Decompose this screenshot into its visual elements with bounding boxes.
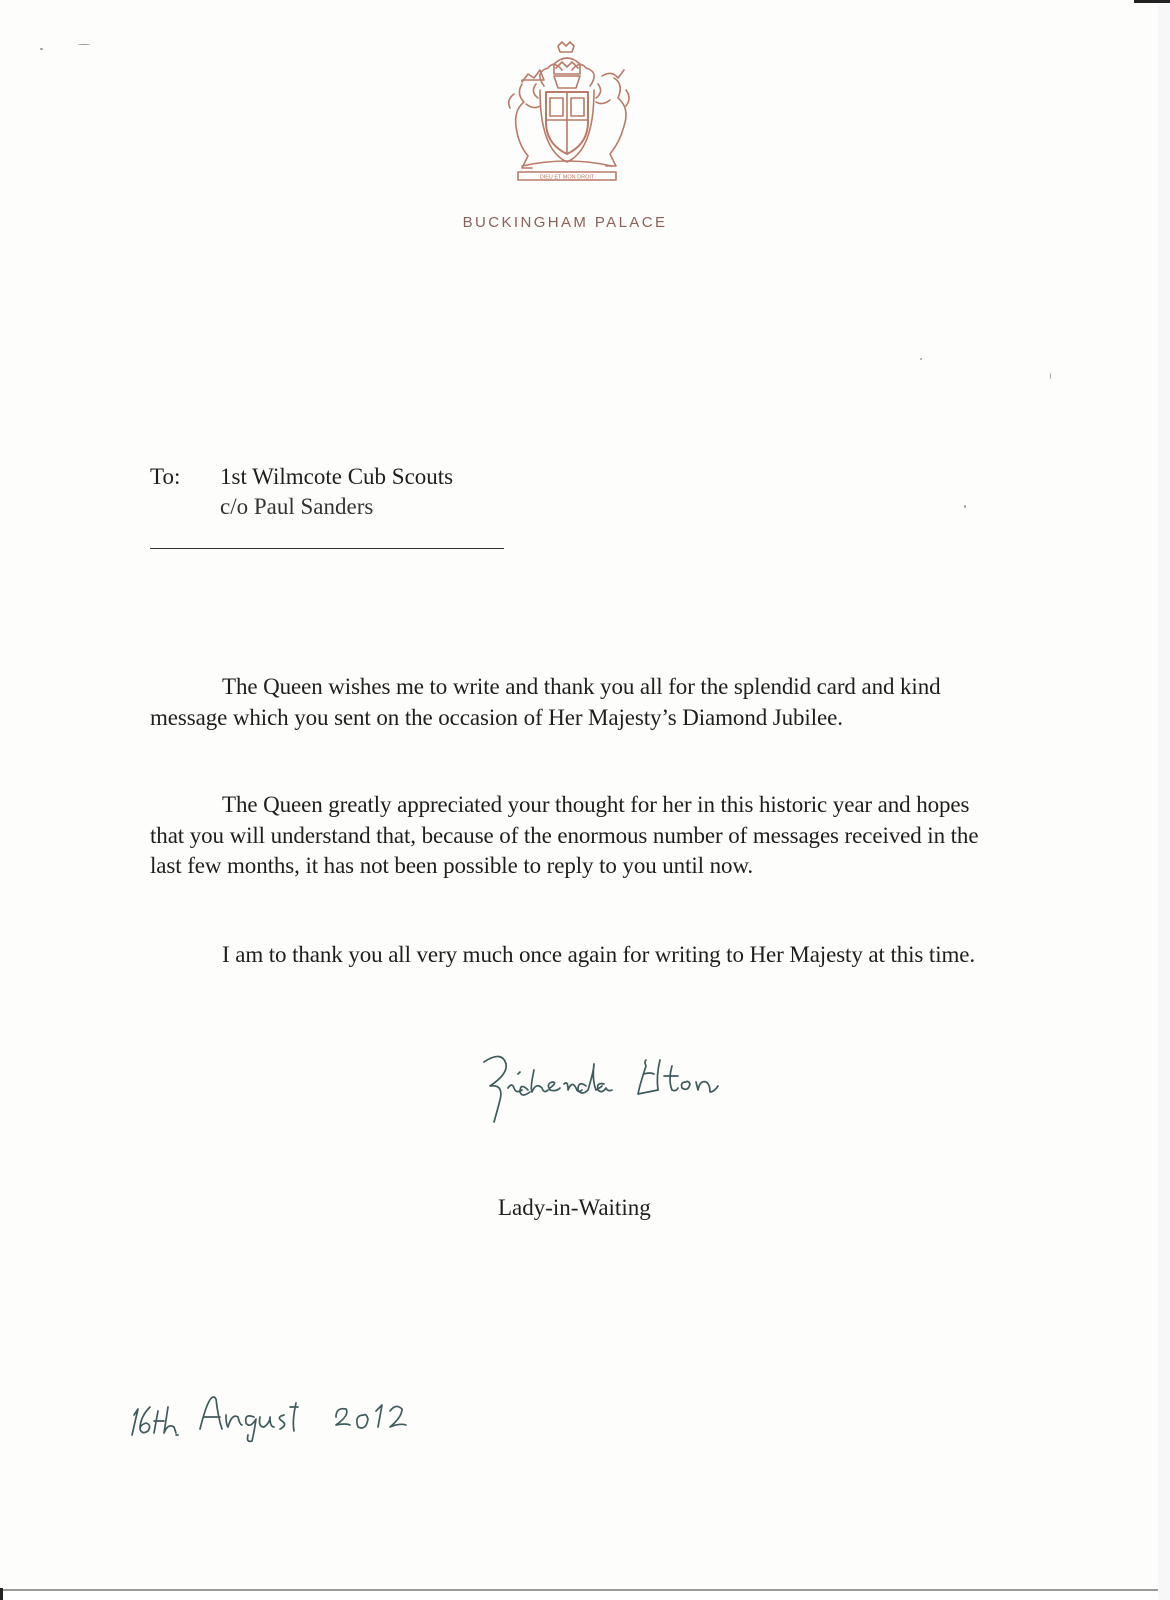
scan-speck: [40, 48, 43, 50]
scan-speck: [78, 44, 90, 45]
signatory-role: Lady-in-Waiting: [498, 1195, 651, 1220]
letter-paragraph-1: The Queen wishes me to write and thank you all for the splendid card and kind message which you sent on the occasion of Her Majesty’s Diamond Jubilee.: [150, 674, 941, 730]
scan-speck: [1050, 373, 1051, 379]
recipient-underline: [150, 548, 504, 549]
scan-edge: [1158, 0, 1170, 1600]
scan-corner-mark: [0, 1588, 3, 1600]
recipient-label: To:: [150, 464, 181, 489]
scan-speck: [920, 358, 922, 360]
handwritten-signature: [478, 1050, 778, 1130]
scan-speck: [964, 505, 966, 508]
letter-paragraph-3: I am to thank you all very much once again for writing to Her Majesty at this time.: [222, 942, 976, 967]
recipient-care-of: c/o Paul Sanders: [220, 494, 374, 519]
letter-paragraph-2: The Queen greatly appreciated your thought for her in this historic year and hopes that you will understand that, because of the enormous number of messages received in the last few months, it has not been possible to reply to you until now.: [150, 792, 979, 878]
handwritten-date: [128, 1385, 468, 1445]
royal-crest-icon: [492, 40, 642, 186]
recipient-name: 1st Wilmcote Cub Scouts: [220, 464, 454, 489]
letterhead-sender: BUCKINGHAM PALACE: [462, 214, 668, 231]
scan-corner-mark: [1134, 0, 1170, 3]
svg-text:DIEU ET MON DROIT: DIEU ET MON DROIT: [539, 174, 595, 181]
